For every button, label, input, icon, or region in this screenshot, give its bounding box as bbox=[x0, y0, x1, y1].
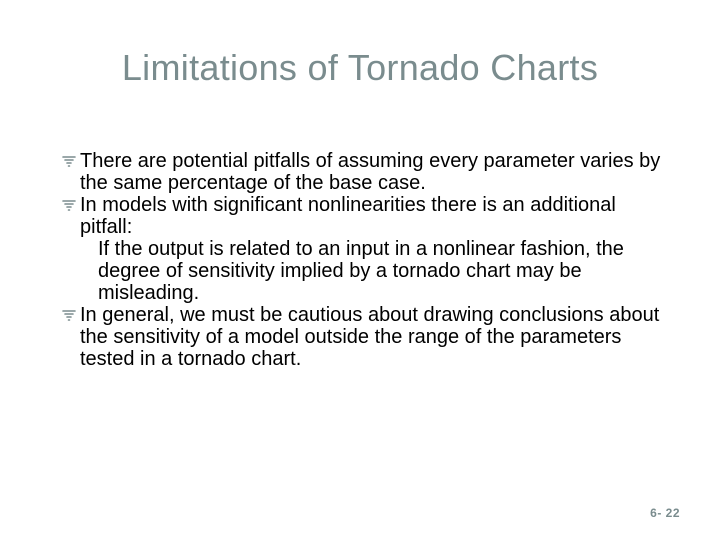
bullet-text: There are potential pitfalls of assuming every parameter varies by the same percentage of the base case. bbox=[80, 150, 661, 194]
tornado-bullet-icon bbox=[62, 155, 76, 167]
bullet-item bbox=[62, 194, 672, 238]
tornado-bullet-icon bbox=[62, 199, 76, 211]
bullet-item bbox=[62, 150, 672, 194]
slide-title: Limitations of Tornado Charts bbox=[121, 47, 599, 88]
bullet-item bbox=[62, 304, 672, 370]
tornado-bullet-icon bbox=[62, 309, 76, 321]
sub-bullet-text: If the output is related to an input in a nonlinear fashion, the degree of sensitivity implied by a tornado chart may be misleading. bbox=[98, 238, 624, 304]
sub-bullet-item bbox=[62, 238, 672, 304]
page-number: 6- 22 bbox=[650, 506, 680, 520]
slide-body bbox=[62, 150, 672, 370]
bullet-text: In general, we must be cautious about drawing conclusions about the sensitivity of a model outside the range of the parameters tested in a tornado chart. bbox=[80, 304, 660, 370]
bullet-text: In models with significant nonlinearities there is an additional pitfall: bbox=[80, 194, 616, 238]
